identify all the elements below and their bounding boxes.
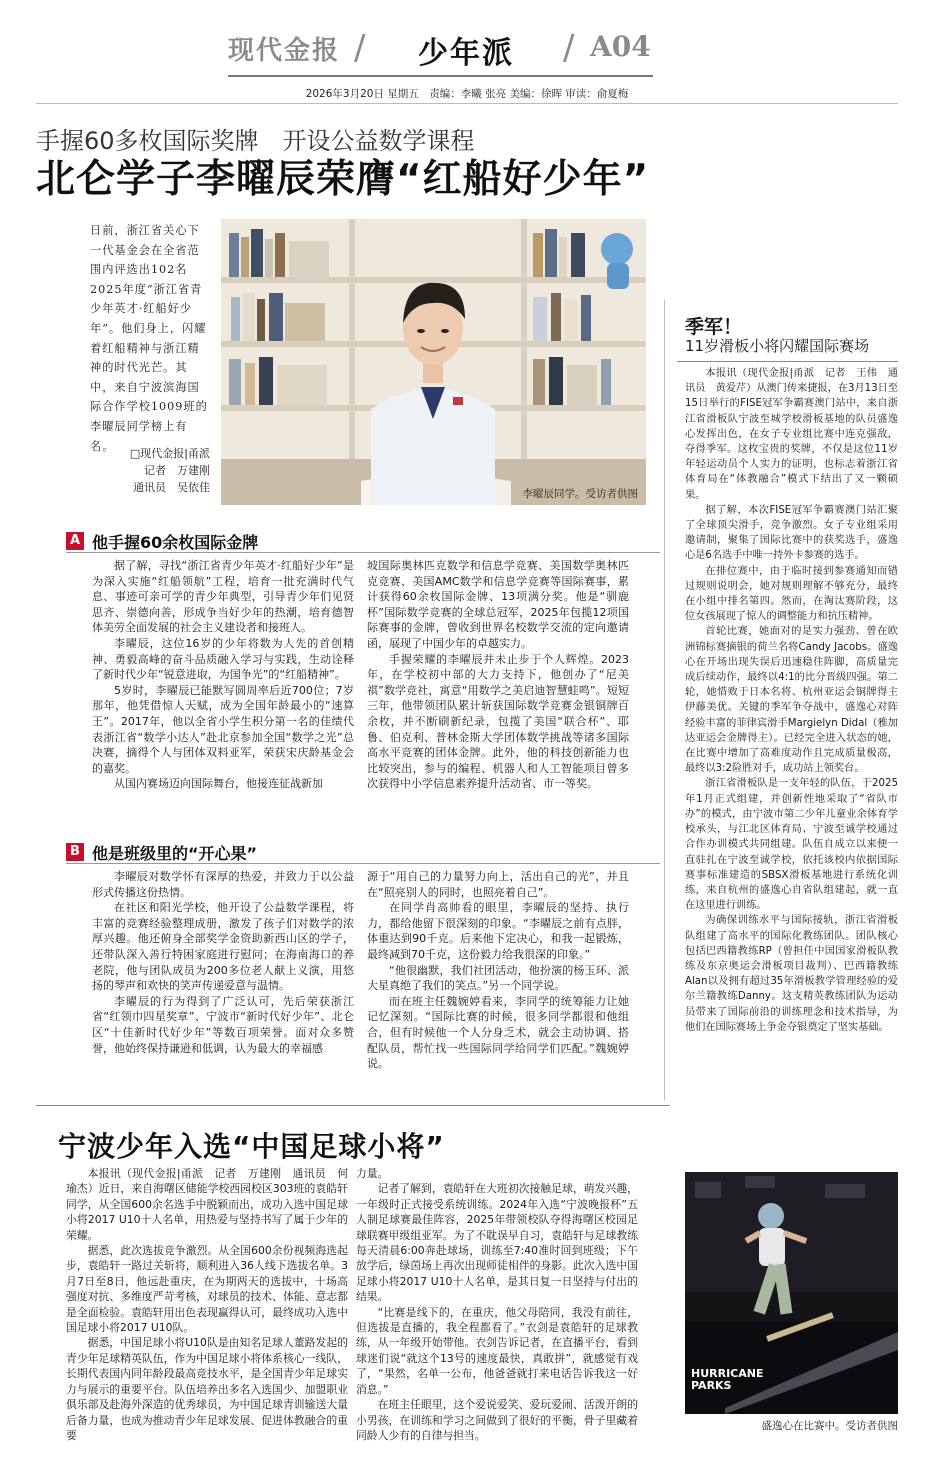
lead-photo-caption: 李曜辰同学。受访者供图 [522,488,638,500]
sidebar-rule [677,361,898,362]
paragraph: 李曜辰的行为得到了广泛认可，先后荣获浙江省“红领巾四星奖章”、宁波市“新时代好少年”、北仑区“十佳新时代好少年”等数百项荣誉。面对众多赞誉，他始终保持谦逊和低调，认为最大的幸福感 [92,994,354,1055]
football-column-2 [356,1166,638,1443]
paragraph: 据悉，此次选拔竞争激烈。从全国600余份视频海选起步，袁皓轩一路过关斩将，顺利进入36人线下选拔名单。3月7日至8日，他远赴重庆，在为期两天的选拔中，十场高强度对抗、多维度严苛考核，对球员的技术、体能、意志都是全面检验。袁皓轩用出色表现赢得认可，最终成功入选中国足球小将2017 U10队。 [66,1244,348,1335]
signage-line: HURRICANE [691,1367,764,1380]
paragraph: 5岁时，李曜辰已能默写圆周率后近700位；7岁那年，他凭借惊人天赋，成为全国年龄最小的“速算王”。2017年，他以全省小学生积分第一名的佳绩代表浙江省“数学小达人”赴北京参加全国“数学之光”总决赛，摘得个人与团体双料亚军，荣获宋庆龄基金会的嘉奖。 [92,683,354,775]
credit-line: □现代金报|甬派 [129,447,210,460]
paragraph: 李曜辰对数学怀有深厚的热爱，并致力于以公益形式传播这份热情。 [92,870,354,899]
paragraph: 在同学肖高帅看的眼里，李曜辰的坚持、执行力，都给他留下很深刻的印象。“李曜辰之前有点胖，体重达到90千克。后来他下定决心，和我一起锻炼，最终减到70千克，这份毅力给我很深的印象。” [367,901,629,961]
lead-kicker: 手握60多枚国际奖牌 开设公益数学课程 [36,127,475,155]
page-number: A04 [590,30,651,63]
paragraph: 浙江省滑板队是一支年轻的队伍，于2025年1月正式组建，并创新性地采取了“省队市办”的模式，由宁波市第二少年儿童业余体育学校承头，与江北区体育局、宁波至诚学校通过合作办训模式共同组建。队伍自成立以来便一直驻扎在宁波至诚学校，依托该校内依据国际赛事标准建造的SBSX滑板基地进行系统化训练，来自杭州的盛逸心自省队组建起，就一直在这里进行训练。 [685,778,898,912]
section-b-title: 他是班级里的“开心果” [92,844,258,863]
paragraph: 从国内赛场迈向国际舞台，他接连征战新加 [114,777,323,791]
paragraph: 在班主任眼里，这个爱说爱笑、爱玩爱闹、活泼开朗的小男孩，在训练和学习之间做到了很好的平衡，骨子里藏着同龄人少有的自律与担当。 [356,1398,638,1442]
paragraph: 本报讯（现代金报|甬派 记者 王伟 通讯员 黄爱芹）从澳门传来捷报，在3月13日至15日举行的FISE冠军争霸赛澳门站中，来自浙江省滑板队宁波至城学校滑板基地的队员盛逸心发挥出色，在女子专业组比赛中连克强敌，夺得季军。这枚宝贵的奖牌，不仅是这位11岁年轻运动员个人实力的证明，也标志着浙江省体育局在“体教融合”模式下结出了又一颗硕果。 [685,368,899,501]
masthead-divider: / [354,28,366,68]
paragraph: 李曜辰，这位16岁的少年将数为人先的首创精神、勇毅高峰的奋斗品质融入学习与实践，生动诠释了新时代少年“锐意进取，为国争光”的“红船精神”。 [92,636,354,682]
sidebar-headline: 季军！ [685,316,743,338]
lead-photo [221,219,646,505]
skateboard-photo-caption: 盛逸心在比赛中。受访者供图 [761,1420,898,1432]
section-a-column-2 [367,558,629,792]
lead-credit [120,445,210,496]
credit-line: 记者 万建刚 [144,464,210,477]
column-divider [664,300,665,1100]
paragraph: 手握荣耀的李曜辰并未止步于个人辉煌。2023年，在学校初中部的大力支持下，他创办了“尼美祺”数学竞社，寓意“用数学之美启迪智慧蛙鸣”。短短三年，他带领团队累计斩获国际数学竞赛金银铜牌百余枚，并不断刷新纪录，包揽了美国“联合杯”、耶鲁、伯克利、普林金斯大学团体数学挑战等诸多国际高水平竞赛的团体金牌。此外，他的科技创新能力也比较突出，参与的编程、机器人和人工智能项目曾多次获得中小学信息素养提升活动省、市一等奖。 [367,652,629,791]
paragraph: 据了解，本次FISE冠军争霸赛澳门站汇聚了全球顶尖滑手，竞争激烈。女子专业组采用邀请制，聚集了国际比赛中的获奖选手，盛逸心是6名选手中唯一持外卡参赛的选手。 [685,504,898,562]
paragraph: 源于“用自己的力量努力向上，活出自己的光”，并且在“照亮别人的同时，也照亮着自己”。 [367,870,629,899]
paragraph: 本报讯（现代金报|甬派 记者 万建刚 通讯员 何瑜杰）近日，来自海曙区储能学校西园校区303班的袁皓轩同学，从全国600余名选手中脱颖而出，成功入选中国足球小将2017 U10十人名单，用热爱与坚持书写了属于少年的荣耀。 [66,1167,348,1242]
dateline: 2026年3月20日 星期五 责编：李曦 张亮 美编：徐晖 审读：俞夏梅 [305,88,629,100]
arena-signage [691,1368,763,1392]
sidebar-body [685,366,898,1035]
signage-line: PARKS [691,1379,732,1392]
lead-headline: 北仑学子李曜辰荣膺“红船好少年” [36,157,650,202]
football-headline: 宁波少年入选“中国足球小将” [58,1130,445,1163]
section-b-badge: B [66,843,84,861]
paragraph: 据悉，中国足球小将U10队是由知名足球人董路发起的青少年足球精英队伍，作为中国足球小将体系核心一线队，长期代表国内同年龄段最高竞技水平，是全国青少年足球实力与展示的重要平台。队伍培养出多名入选国少、加盟职业俱乐部及赴海外深造的优秀球员，为中国足球青训输送大量后备力量，也成为推动青少年足球发展、促进体教融合的重要 [66,1336,348,1442]
section-a-badge: A [66,532,84,550]
section-a-column-1 [92,558,354,792]
section-b-rule [66,863,660,864]
paragraph: 在排位赛中，由于临时接到参赛通知而错过规则说明会，她对规则理解不够充分，最终在小组中排名第四。然而，在淘汰赛阶段，这位女孩展现了惊人的调整能力和抗压精神。 [685,565,898,623]
paragraph: 坡国际奥林匹克数学和信息学竞赛、美国数学奥林匹克竞赛、美国AMC数学和信息学竞赛等国际赛事，累计获得60余枚国际金牌、13项满分奖。他是“驯鹿杯”国际数学竞赛的全球总冠军，2025年包揽12项国际赛事的金牌，曾收到世界名校数学交流的定向邀请函，展现了中国少年的卓越实力。 [367,559,629,650]
paragraph: 首轮比赛，她面对的是实力强劲、曾在欧洲锦标赛摘银的荷兰名将Candy Jacobs。盛逸心在开场出现失误后迅速稳住阵脚，高质量完成后续动作，最终以4:1的比分晋级四强。第二轮，她惜败于日本名将、杭州亚运会铜牌得主伊藤美优。关键的季军争夺战中，盛逸心对阵经验丰富的菲律宾滑手Margielyn Didal（雅加达亚运会金牌得主）。已经完全进入状态的她，在比赛中增加了高难度动作且完成质量极高，最终以3:2险胜对手，成功站上领奖台。 [685,626,898,775]
paragraph: 据了解，寻找“浙江省青少年英才·红船好少年”是为深入实施“红船领航”工程，培育一批充满时代气息、事迹可亲可学的青少年典型，引导青少年们见贤思齐、崇德向善，形成争当好少年的热潮，培育德智体美劳全面发展的社会主义建设者和接班人。 [92,559,354,635]
skateboard-photo [685,1172,898,1414]
paragraph: “他很幽默，我们社团活动，他扮演的杨玉环、派大星真绝了我们的笑点。”另一个同学说。 [367,963,629,993]
paragraph: 力量。 [356,1167,389,1180]
football-column-1 [66,1166,348,1443]
section-a-title: 他手握60余枚国际金牌 [92,533,259,552]
story-divider [36,1105,670,1106]
student-portrait-image [221,219,646,505]
credit-line: 通讯员 吴依佳 [133,481,210,494]
newspaper-name: 现代金报 [228,36,341,66]
section-name: 少年派 [418,36,514,71]
paragraph: 为确保训练水平与国际接轨，浙江省滑板队组建了高水平的国际化教练团队。团队核心包括巴西籍教练RP（曾担任中国国家滑板队教练及东京奥运会滑板项目裁判）、巴西籍教练Alan以及拥有超过35年滑板教学管理经验的爱尔兰籍教练Danny。这支精英教练团队为运动员带来了国际前沿的训练理念和技术指导，为他们在国际赛场上争金夺银奠定了坚实基础。 [685,915,898,1033]
section-a-rule [66,552,660,553]
paragraph: 而在班主任魏婉婷看来，李同学的统筹能力让她记忆深刻。“国际比赛的时候，很多同学都很和他组合，但有时候他一个人分身乏术，就会主动协调、搭配队员，帮忙找一些国际同学给同学们匹配。”魏婉婷说。 [367,994,629,1071]
paragraph: 记者了解到，袁皓轩在大班初次接触足球，萌发兴趣，一年级时正式接受系统训练。2024年入选“宁波晚报杯”五人制足球赛最佳阵容，2025年带领校队夺得海曙区校园足球联赛甲级组亚军。为了不耽误早自习，袁皓轩与足球教练每天清晨6:00奔赴球场，训练至7:40准时回到班级；下午放学后，绿茵场上再次出现师徒相伴的身影。此次入选中国足球小将2017 U10十人名单，是其日复一日坚持与付出的结果。 [356,1182,638,1304]
paragraph: “比赛是线下的，在重庆，他父母陪同，我没有前往，但选拔是直播的，我全程都看了。”衣剑是袁皓轩的足球教练，从一年级开始带他。衣剑告诉记者，在直播平台，看到球迷们说“就这个13号的速度最快，真敢拼”，就感觉有戏了，“果然，名单一公布，他爸爸就打来电话告诉我这一好消息。” [356,1305,638,1396]
lead-lede: 日前，浙江省关心下一代基金会在全省范围内评选出102名2025年度“浙江省青少年英才·红船好少年”。他们身上，闪耀着红船精神与浙江精神的时代光芒。其中，来自宁波滨海国际合作学校1009班的李曜辰同学榜上有名。 [90,224,208,453]
sidebar-subheadline: 11岁滑板小将闪耀国际赛场 [685,337,870,355]
paragraph: 在社区和阳光学校，他开设了公益数学课程，将丰富的竞赛经验整理成册，激发了孩子们对数学的浓厚兴趣。他还俯身全部奖学金资助新西山区的学子，还带队深入善行特困家庭进行慰问；在海南海口的养老院，他与团队成员为200多位老人献上义演，用悠扬的琴声和欢快的笑声传递爱意与温情。 [92,901,354,993]
section-b-column-2 [367,869,629,1072]
masthead-rule [228,75,653,77]
section-b-column-1 [92,869,354,1056]
masthead-divider: / [563,28,575,68]
header-rule [36,103,898,104]
